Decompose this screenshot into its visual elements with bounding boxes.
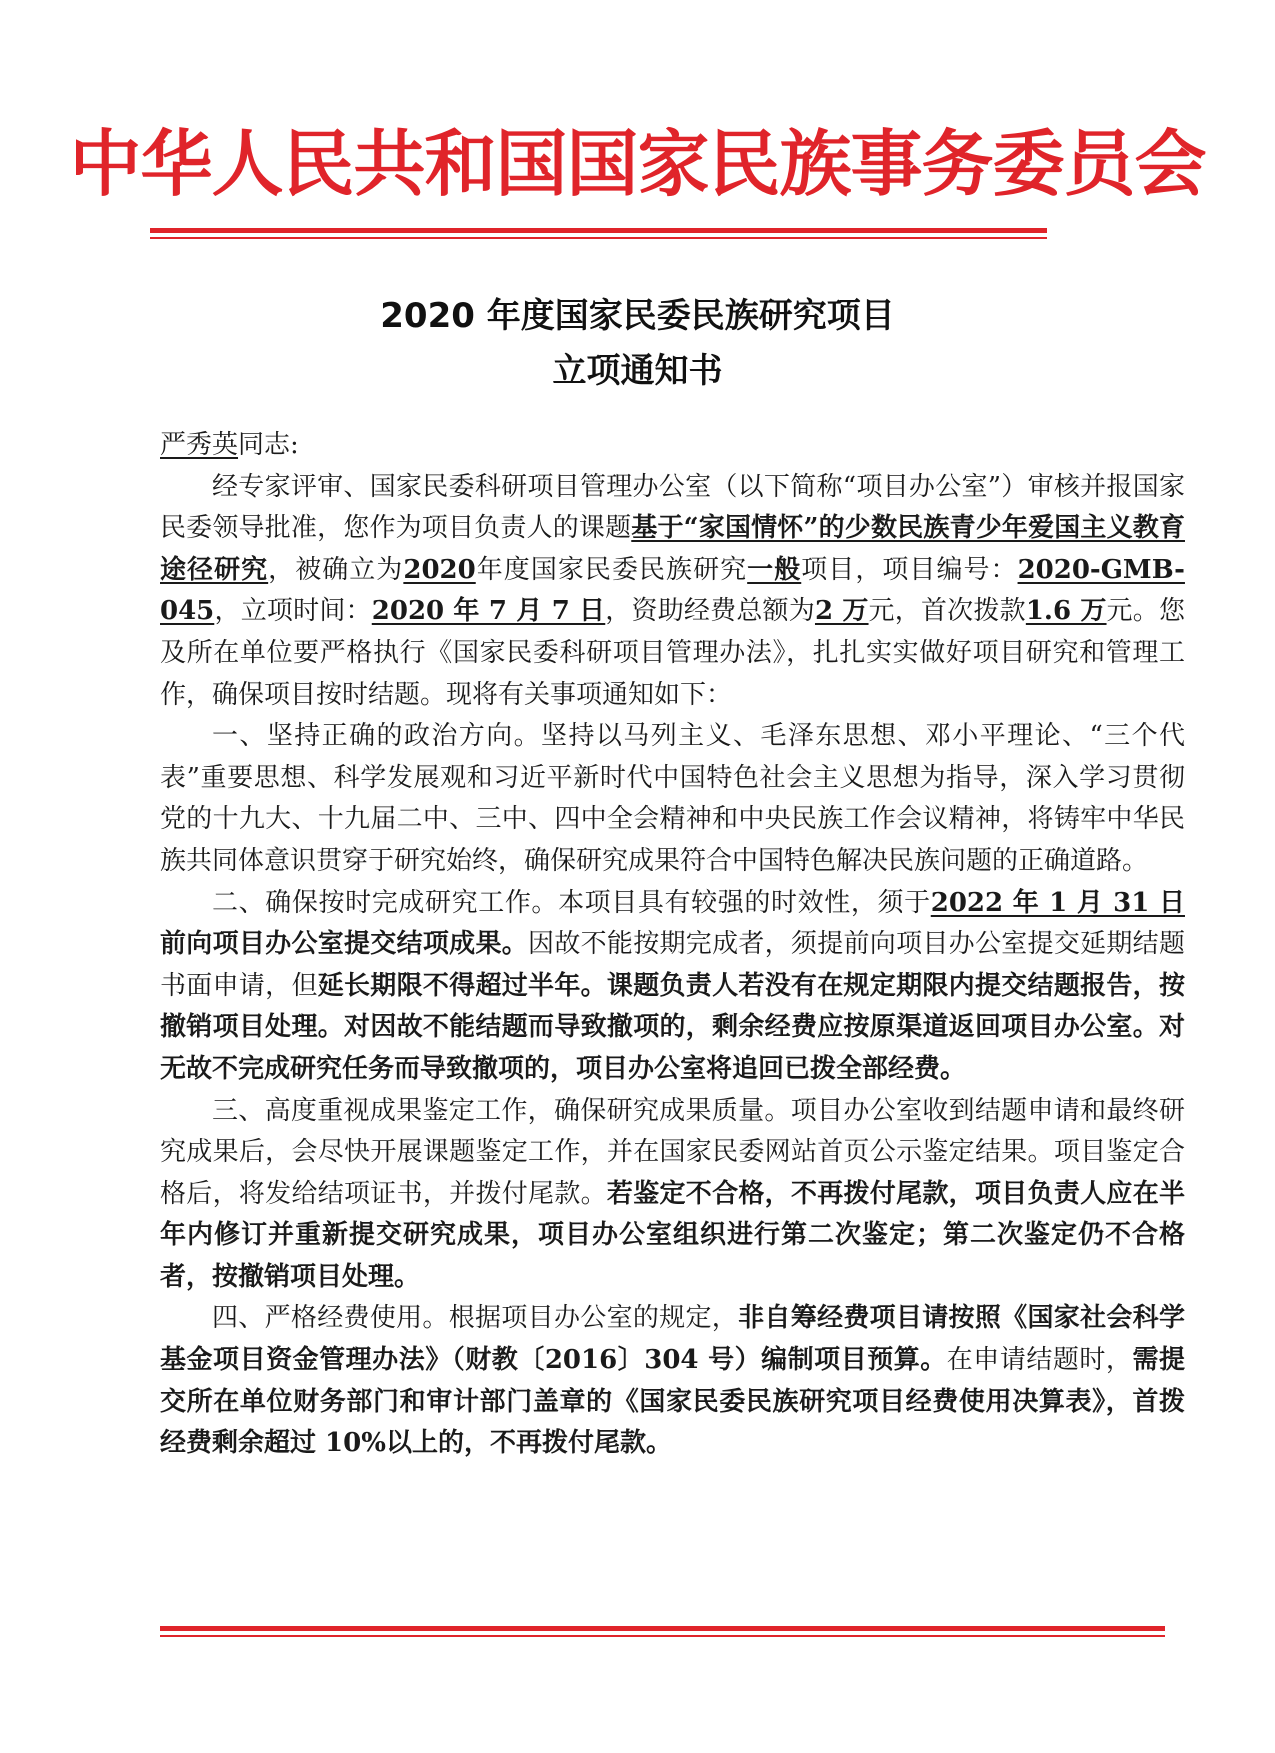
document-title: 2020 年度国家民委民族研究项目: [380, 296, 895, 336]
section-3-heading: 三、高度重视成果鉴定工作，确保研究成果质量。: [212, 1095, 791, 1126]
section-4-bold-text: 非自筹经费项目请按照《国家社会科学基金项目资金管理办法》（财教〔2016〕304 号）编制项目预算。: [160, 1303, 1185, 1376]
intro-text: 项目，项目编号：: [801, 554, 1018, 585]
intro-text: ，立项时间：: [214, 596, 372, 627]
section-4-text: 在申请结题时，: [946, 1345, 1133, 1376]
intro-paragraph: [160, 467, 1185, 717]
salutation-suffix: 同志:: [238, 430, 299, 460]
section-3: [160, 1091, 1185, 1299]
document-subtitle: 立项通知书: [552, 351, 723, 391]
salutation: [160, 425, 1185, 467]
intro-text: 元，首次拨款: [868, 596, 1026, 627]
section-2-text: 因故不能按期完成者，须提前向项目办公室提交延期结题书面申请，但: [160, 929, 1185, 1001]
letterhead-rule: [0, 228, 1275, 242]
intro-text: ，被确立为: [268, 554, 404, 585]
project-title: 基于“家国情怀”的少数民族青少年爱国主义教育途径研究: [160, 513, 1185, 585]
approval-date: 2020 年 7 月 7 日: [371, 596, 606, 627]
project-category: 一般: [747, 554, 802, 585]
section-4-text: 根据项目办公室的规定，: [448, 1303, 739, 1334]
intro-text: 元。您及所在单位要严格执行《国家民委科研项目管理办法》，扎扎实实做好项目研究和管理工作，确保项目按时结题。现将有关事项通知如下：: [160, 596, 1185, 710]
footer-rule: [0, 1626, 1275, 1640]
submission-deadline: 2022 年 1 月 31 日: [930, 887, 1185, 918]
project-number: 2020-GMB-045: [160, 554, 1185, 627]
section-4-bold-text: 需提交所在单位财务部门和审计部门盖章的《国家民委民族研究项目经费使用决算表》，首拨经费剩余超过 10%以上的，不再拨付尾款。: [160, 1345, 1185, 1459]
section-3-text: 项目办公室收到结题申请和最终研究成果后，会尽快开展课题鉴定工作，并在国家民委网站首页公示鉴定结果。项目鉴定合格后，将发给结项证书，并拨付尾款。: [160, 1095, 1185, 1209]
section-2-bold-text: 延长期限不得超过半年。课题负责人若没有在规定期限内提交结题报告，按撤销项目处理。对因故不能结题而导致撤项的，剩余经费应按原渠道返回项目办公室。对无故不完成研究任务而导致撤项的，项目办公室将追回已拨全部经费。: [160, 970, 1185, 1084]
section-2-text: 前向项目办公室提交结项成果。: [160, 929, 529, 960]
section-1: [160, 716, 1185, 882]
section-3-bold-text: 若鉴定不合格，不再拨付尾款，项目负责人应在半年内修订并重新提交研究成果，项目办公室组织进行第二次鉴定；第二次鉴定仍不合格者，按撤销项目处理。: [160, 1178, 1185, 1292]
section-2: [160, 883, 1185, 1091]
section-4: [160, 1298, 1185, 1464]
section-4-heading: 四、严格经费使用。: [212, 1303, 449, 1334]
first-payment: 1.6 万: [1025, 596, 1107, 627]
intro-text: 经专家评审、国家民委科研项目管理办公室（以下简称“项目办公室”）审核并报国家民委领导批准，您作为项目负责人的课题: [160, 471, 1185, 544]
project-year: 2020: [403, 554, 476, 585]
total-funding: 2 万: [814, 596, 869, 627]
section-1-text: 坚持以马列主义、毛泽东思想、邓小平理论、“三个代表”重要思想、科学发展观和习近平新时代中国特色社会主义思想为指导，深入学习贯彻党的十九大、十九届二中、三中、四中全会精神和中央民族工作会议精神，将铸牢中华民族共同体意识贯穿于研究始终，确保研究成果符合中国特色解决民族问题的正确道路。: [160, 721, 1185, 876]
letterhead-org-name: 中华人民共和国国家民族事务委员会: [69, 122, 1206, 206]
section-1-heading: 一、坚持正确的政治方向。: [212, 721, 542, 752]
intro-text: ，资助经费总额为: [605, 596, 815, 627]
section-2-heading: 二、确保按时完成研究工作。: [212, 887, 559, 918]
section-2-text: 本项目具有较强的时效性，须于: [558, 887, 931, 918]
intro-text: 年度国家民委民族研究: [475, 554, 748, 585]
notice-body: [160, 425, 1185, 1465]
recipient-name: 严秀英: [160, 430, 239, 460]
